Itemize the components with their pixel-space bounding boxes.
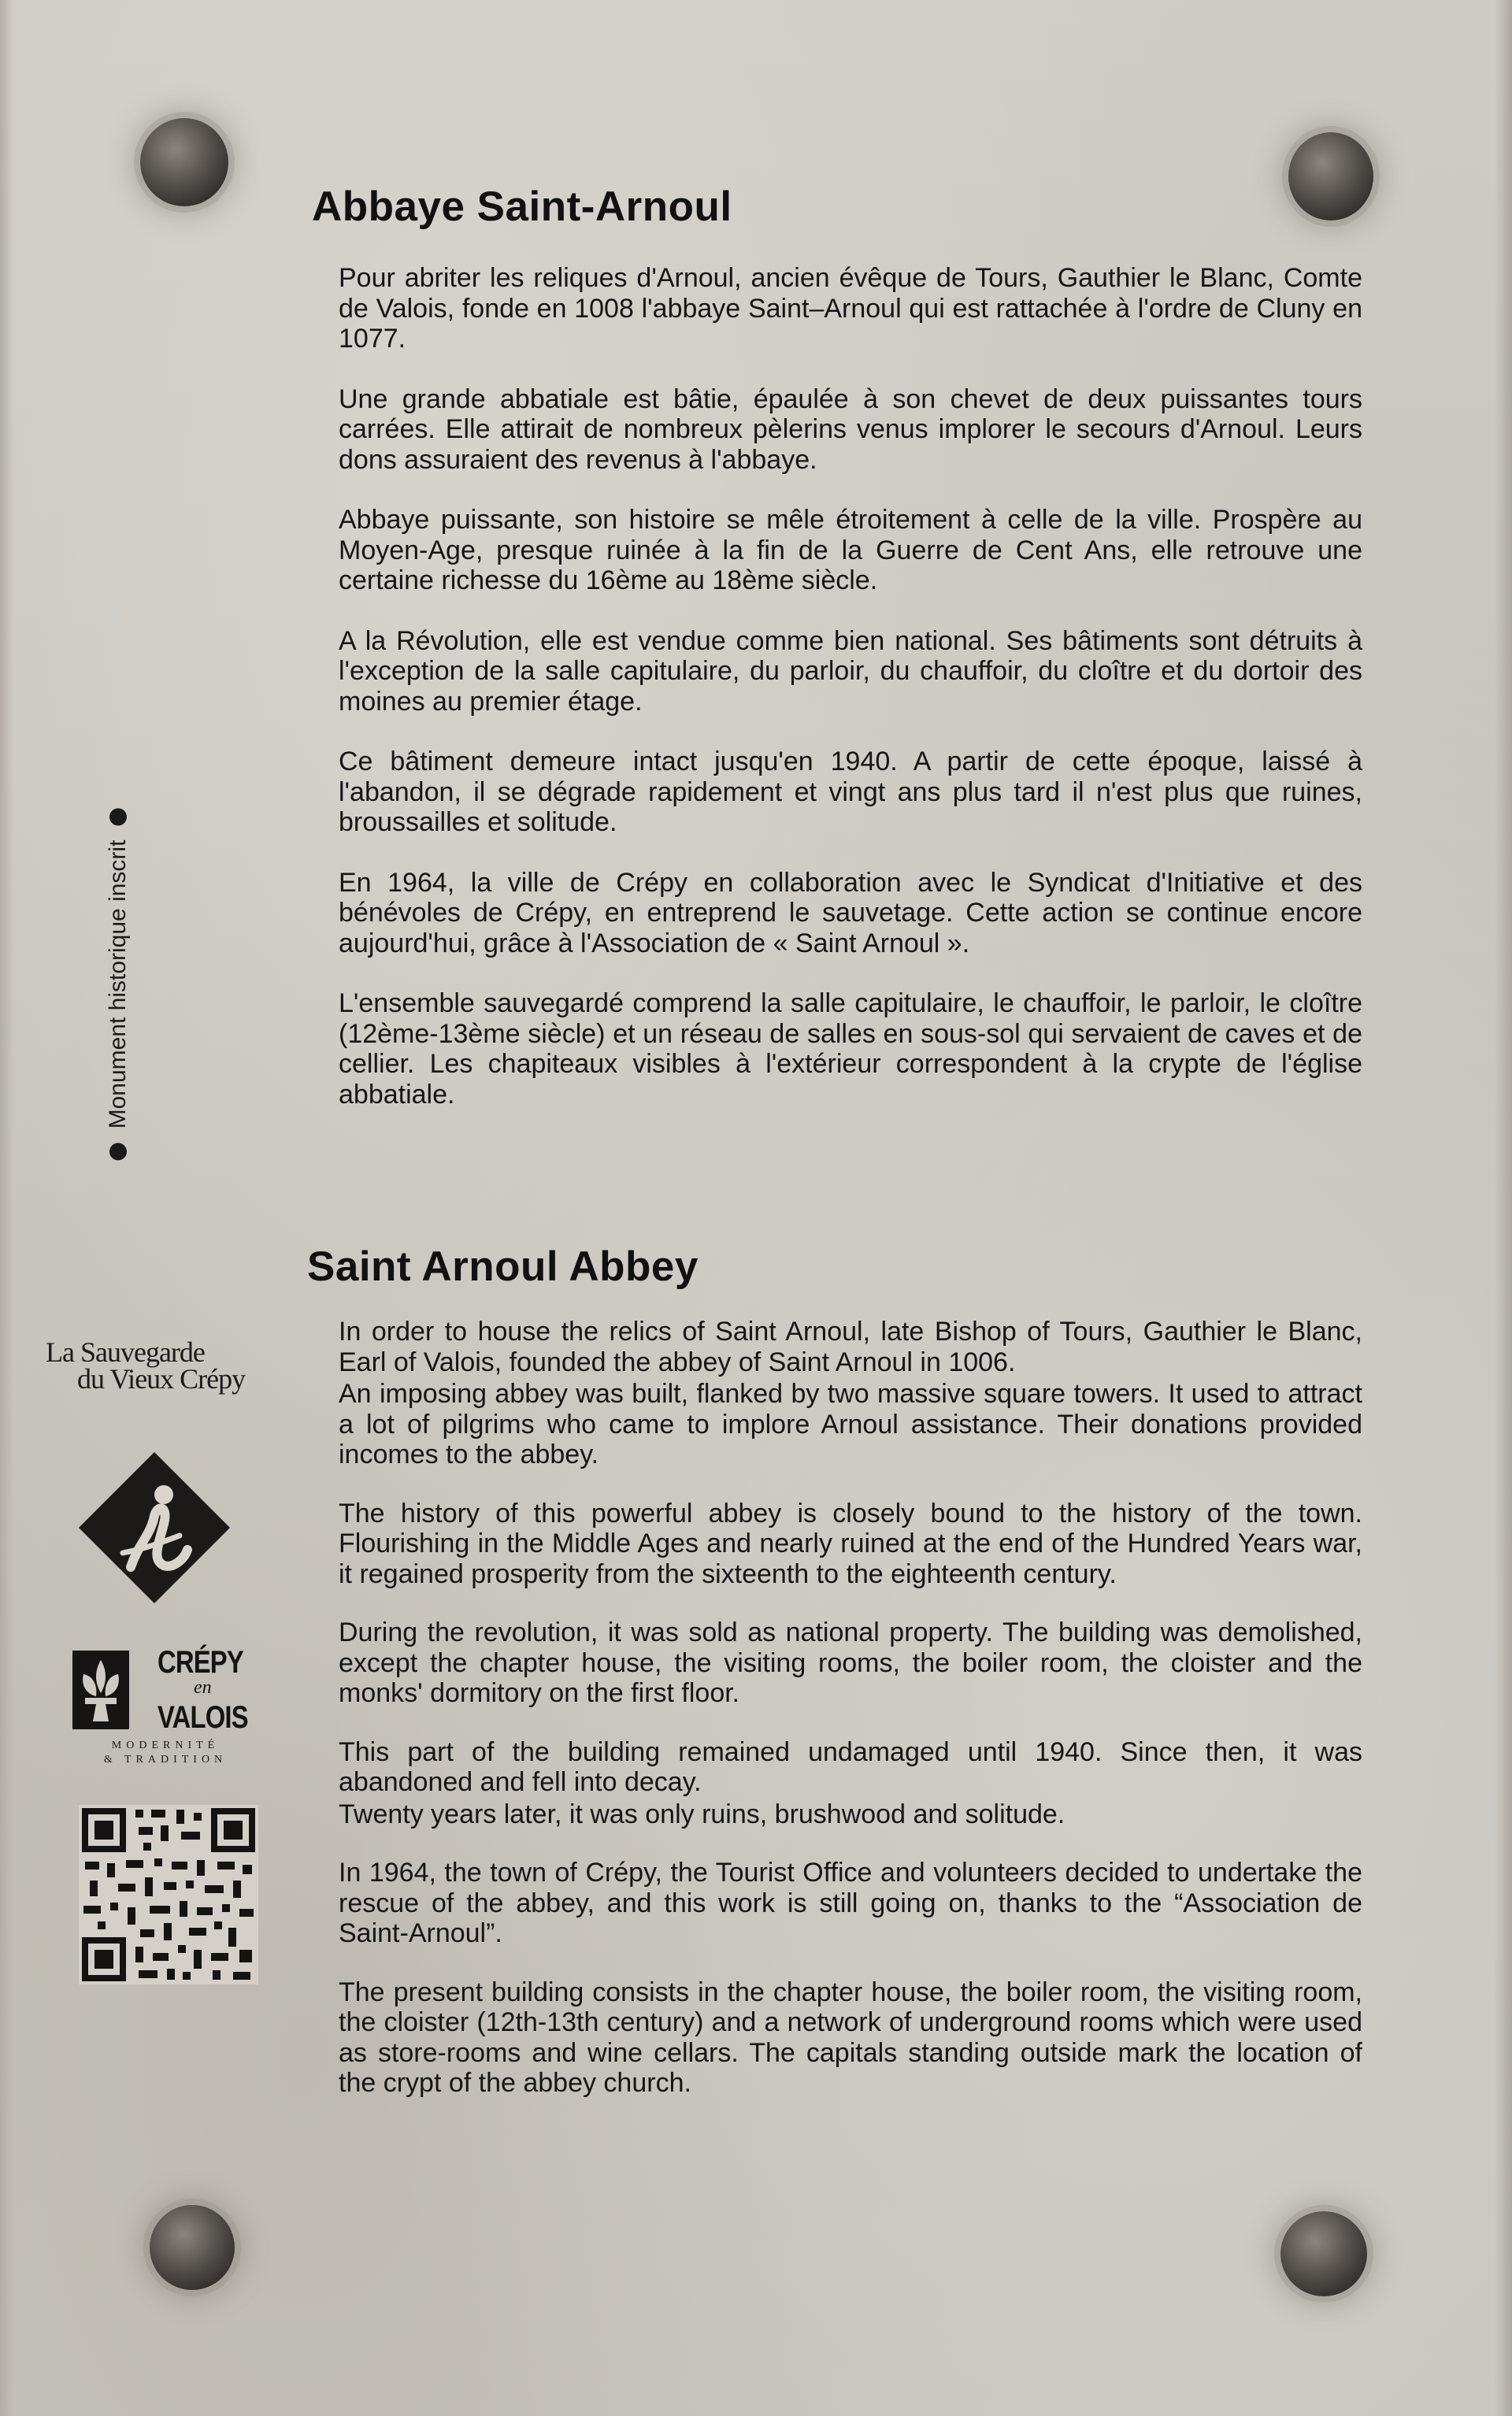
historic-monument-text: Monument historique inscrit [105,839,131,1129]
french-paragraph: Pour abriter les reliques d'Arnoul, ancien évêque de Tours, Gauthier le Blanc, Comte de Valois, fonde en 1008 l'abbaye Saint–Arnoul qui est rattachée à l'ordre de Cluny en 1077. [339,263,1362,354]
association-logo [46,1336,282,1395]
english-text [339,1317,1362,2127]
english-paragraph: An imposing abbey was built, flanked by two massive square towers. It used to attract a lot of pilgrims who came to implore Arnoul assistance. Their donations provided incomes to the abbey. [339,1379,1362,1469]
french-paragraph: A la Révolution, elle est vendue comme bien national. Ses bâtiments sont détruits à l'exception de la salle capitulaire, du parloir, du chauffoir, du cloître et du dortoir des moines au premier étage. [339,625,1362,717]
association-name-line1: La Sauvegarde [46,1336,205,1368]
mounting-screw-top-right [1288,132,1373,220]
association-name-line2: du Vieux Crépy [77,1363,246,1395]
french-paragraph: L'ensemble sauvegardé comprend la salle capitulaire, le chauffoir, le parloir, le cloître (12ème-13ème siècle) et un réseau de salles en sous-sol qui servaient de caves et de cellier. Les chapiteaux visibles à l'extérieur correspondent à la crypte de l'église abbatiale. [339,988,1362,1110]
english-paragraph: The present building consists in the chapter house, the boiler room, the visiting room, the cloister (12th-13th century) and a network of underground rooms which were used as store-rooms and wine cellars. The capitals standing outside mark the location of the crypt of the abbey church. [339,1977,1362,2098]
english-paragraph: In 1964, the town of Crépy, the Tourist Office and volunteers decided to undertake the rescue of the abbey, and this work is still going on, thanks to the “Association de Saint-Arnoul”. [339,1858,1362,1948]
french-paragraph: Ce bâtiment demeure intact jusqu'en 1940. A partir de cette époque, laissé à l'abandon, il se dégrade rapidement et vingt ans plus tard il n'est plus que ruines, broussailles et solitude. [339,747,1362,837]
crepy-name: CRÉPY [158,1645,243,1680]
english-title: Saint Arnoul Abbey [307,1243,699,1290]
english-paragraph: During the revolution, it was sold as national property. The building was demolished, except the chapter house, the visiting rooms, the boiler room, the cloister and the monks' dormitory on the first floor. [339,1617,1362,1708]
bullet-dot-icon [109,809,127,826]
english-paragraph: This part of the building remained undamaged until 1940. Since then, it was abandoned and fell into decay. [339,1736,1362,1797]
plaque-edge-left [0,0,14,2416]
mounting-screw-bottom-left [150,2205,235,2290]
english-paragraph: Twenty years later, it was only ruins, brushwood and solitude. [339,1799,1065,1829]
english-paragraph: In order to house the relics of Saint Arnoul, late Bishop of Tours, Gauthier le Blanc, Earl of Valois, founded the abbey of Saint Arnoul in 1006. [339,1317,1362,1377]
crepy-valois: VALOIS [158,1700,248,1735]
historic-monument-label [105,809,132,1161]
french-paragraph: Une grande abbatiale est bâtie, épaulée à son chevet de deux puissantes tours carrées. Elle attirait de nombreux pèlerins venus implorer le secours d'Arnoul. Leurs dons assuraient des revenus à l'abbaye. [339,384,1362,475]
french-text [339,263,1362,1139]
french-title: Abbaye Saint-Arnoul [312,183,732,230]
mounting-screw-bottom-right [1280,2211,1367,2296]
tourist-information-icon [76,1449,233,1606]
bullet-dot-icon [109,1143,127,1160]
qr-code-icon[interactable] [79,1805,258,1984]
french-paragraph: En 1964, la ville de Crépy en collaboration avec le Syndicat d'Initiative et des bénévoles de Crépy, en entreprend le sauvetage. Cette action se continue encore aujourd'hui, grâce à l'Association de « Saint Arnoul ». [339,867,1362,958]
mounting-screw-top-left [140,118,228,206]
crepy-tagline [72,1739,258,1767]
crepy-en-valois-logo [72,1646,261,1772]
english-paragraph: The history of this powerful abbey is closely bound to the history of the town. Flourishing in the Middle Ages and nearly ruined at the end of the Hundred Years war, it regained prosperity from the sixteenth to the eighteenth century. [339,1498,1362,1589]
fleur-de-lis-icon [72,1651,129,1729]
crepy-en: en [194,1677,212,1698]
plaque-edge-right [1495,0,1512,2416]
crepy-tagline-line2: & TRADITION [103,1754,228,1766]
french-paragraph: Abbaye puissante, son histoire se mêle étroitement à celle de la ville. Prospère au Moyen-Age, presque ruinée à la fin de la Guerre de Cent Ans, elle retrouve une certaine richesse du 16ème au 18ème siècle. [339,505,1362,595]
crepy-tagline-line1: MODERNITÉ [111,1740,220,1751]
